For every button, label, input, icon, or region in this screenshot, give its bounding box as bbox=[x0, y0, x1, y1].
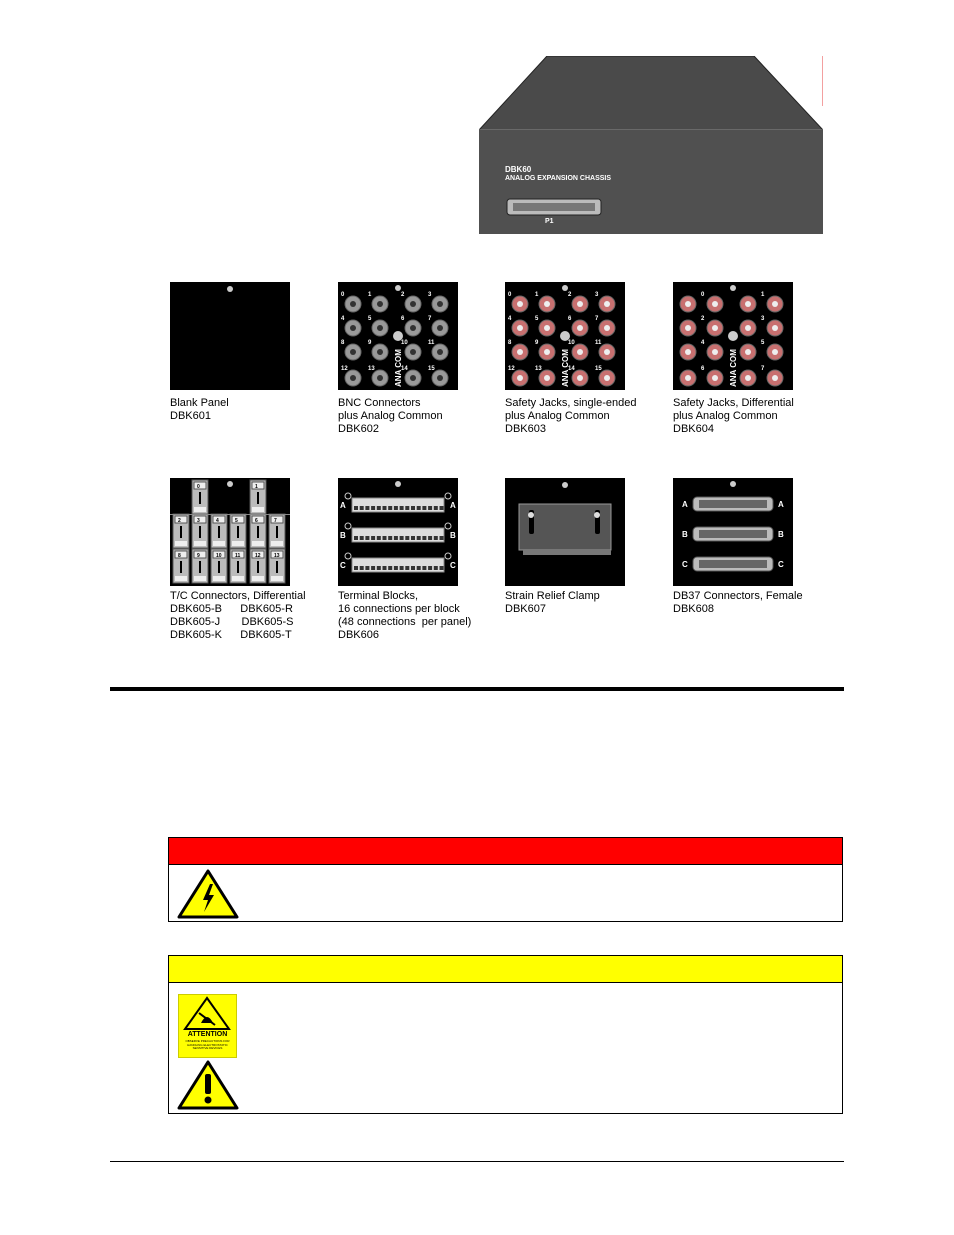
channel-label: 6 bbox=[401, 316, 405, 322]
db37-panel-image bbox=[673, 478, 793, 586]
connector-center bbox=[437, 325, 443, 331]
chassis-name: DBK60 bbox=[505, 165, 532, 174]
panel-caption-dbk604: Safety Jacks, Differential plus Analog Common DBK604 bbox=[673, 397, 794, 435]
channel-label: 6 bbox=[701, 366, 705, 372]
analog-common-label: ANA COM bbox=[394, 349, 403, 387]
connector-row-label-right: B bbox=[778, 530, 784, 539]
strain-relief-panel-image bbox=[505, 478, 625, 586]
channel-label: 11 bbox=[235, 553, 241, 559]
connector-center bbox=[712, 325, 718, 331]
block-row-label-right: A bbox=[450, 501, 456, 510]
channel-label: 1 bbox=[761, 292, 765, 298]
esd-attention-title: ATTENTION bbox=[187, 1031, 228, 1038]
channel-label: 2 bbox=[401, 292, 405, 298]
danger-header-bar bbox=[169, 838, 842, 865]
connector-center bbox=[772, 349, 778, 355]
channel-label: 10 bbox=[568, 340, 575, 346]
high-voltage-warning-icon bbox=[177, 869, 239, 924]
block-row-label-left: B bbox=[340, 531, 346, 540]
channel-label: 14 bbox=[568, 366, 575, 372]
channel-label: 1 bbox=[368, 292, 372, 298]
connector-center bbox=[745, 301, 751, 307]
channel-label: 4 bbox=[341, 316, 345, 322]
connector-center bbox=[685, 349, 691, 355]
connector-center bbox=[350, 349, 356, 355]
esd-attention-label-icon bbox=[178, 994, 237, 1058]
connector-center bbox=[517, 349, 523, 355]
connector-center bbox=[377, 325, 383, 331]
connector-center bbox=[437, 375, 443, 381]
analog-common-terminal bbox=[393, 331, 403, 341]
connector-row-label-left: A bbox=[682, 500, 688, 509]
connector-center bbox=[410, 301, 416, 307]
caution-header-bar bbox=[169, 956, 842, 983]
channel-label: 5 bbox=[368, 316, 372, 322]
connector-center bbox=[410, 375, 416, 381]
channel-label: 5 bbox=[535, 316, 539, 322]
connector-center bbox=[604, 349, 610, 355]
channel-label: 4 bbox=[508, 316, 512, 322]
channel-label: 3 bbox=[428, 292, 432, 298]
channel-label: 3 bbox=[595, 292, 599, 298]
connector-center bbox=[577, 375, 583, 381]
analog-common-label: ANA COM bbox=[561, 349, 570, 387]
bnc-panel-image bbox=[338, 282, 458, 390]
analog-common-terminal bbox=[728, 331, 738, 341]
channel-label: 5 bbox=[761, 340, 765, 346]
connector-center bbox=[772, 301, 778, 307]
channel-label: 11 bbox=[595, 340, 602, 346]
block-row-label-left: A bbox=[340, 501, 346, 510]
channel-label: 12 bbox=[255, 553, 261, 559]
channel-label: 2 bbox=[178, 518, 181, 524]
danger-notice-box bbox=[168, 837, 843, 922]
blank-panel-image bbox=[170, 282, 290, 390]
connector-center bbox=[745, 375, 751, 381]
channel-label: 12 bbox=[341, 366, 348, 372]
channel-label: 7 bbox=[428, 316, 432, 322]
channel-label: 10 bbox=[401, 340, 408, 346]
connector-center bbox=[685, 301, 691, 307]
channel-label: 13 bbox=[368, 366, 375, 372]
connector-center bbox=[544, 325, 550, 331]
channel-label: 1 bbox=[535, 292, 539, 298]
channel-label: 7 bbox=[595, 316, 599, 322]
block-row-label-right: C bbox=[450, 561, 456, 570]
channel-label: 9 bbox=[197, 553, 200, 559]
channel-label: 9 bbox=[368, 340, 372, 346]
caution-notice-box bbox=[168, 955, 843, 1114]
channel-label: 13 bbox=[274, 553, 280, 559]
connector-center bbox=[410, 349, 416, 355]
connector-center bbox=[577, 349, 583, 355]
channel-label: 9 bbox=[535, 340, 539, 346]
connector-center bbox=[772, 325, 778, 331]
connector-center bbox=[410, 325, 416, 331]
connector-center bbox=[772, 375, 778, 381]
analog-common-label: ANA COM bbox=[729, 349, 738, 387]
block-row-label-right: B bbox=[450, 531, 456, 540]
analog-common-terminal bbox=[560, 331, 570, 341]
panel-caption-dbk603: Safety Jacks, single-ended plus Analog Common DBK603 bbox=[505, 397, 637, 435]
channel-label: 2 bbox=[568, 292, 572, 298]
channel-label: 11 bbox=[428, 340, 435, 346]
connector-center bbox=[712, 349, 718, 355]
channel-label: 7 bbox=[761, 366, 765, 372]
connector-center bbox=[712, 301, 718, 307]
connector-center bbox=[745, 325, 751, 331]
safety-jack-se-panel-image bbox=[505, 282, 625, 390]
panel-caption-dbk607: Strain Relief Clamp DBK607 bbox=[505, 590, 600, 615]
connector-center bbox=[437, 349, 443, 355]
channel-label: 4 bbox=[216, 518, 219, 524]
channel-label: 15 bbox=[428, 366, 435, 372]
panel-caption-dbk605: T/C Connectors, Differential DBK605-B DBK605-R DBK605-J DBK605-S DBK605-K DBK605-T bbox=[170, 590, 306, 641]
channel-label: 1 bbox=[255, 484, 258, 490]
connector-center bbox=[604, 375, 610, 381]
section-divider bbox=[110, 687, 844, 691]
connector-row-label-left: C bbox=[682, 560, 688, 569]
terminal-block-panel-image bbox=[338, 478, 458, 586]
connector-center bbox=[517, 325, 523, 331]
connector-center bbox=[350, 325, 356, 331]
channel-label: 15 bbox=[595, 366, 602, 372]
channel-label: 3 bbox=[761, 316, 765, 322]
panel-caption-dbk602: BNC Connectors plus Analog Common DBK602 bbox=[338, 397, 443, 435]
channel-label: 0 bbox=[701, 292, 705, 298]
channel-label: 8 bbox=[341, 340, 345, 346]
channel-label: 10 bbox=[216, 553, 222, 559]
panel-caption-dbk601: Blank Panel DBK601 bbox=[170, 397, 229, 422]
connector-center bbox=[604, 301, 610, 307]
channel-label: 5 bbox=[235, 518, 238, 524]
block-row-label-left: C bbox=[340, 561, 346, 570]
tc-connector-panel-image bbox=[170, 478, 290, 586]
footer-divider bbox=[110, 1161, 844, 1162]
connector-row-label-right: A bbox=[778, 500, 784, 509]
connector-center bbox=[377, 375, 383, 381]
connector-center bbox=[745, 349, 751, 355]
connector-center bbox=[604, 325, 610, 331]
connector-center bbox=[685, 375, 691, 381]
connector-center bbox=[712, 375, 718, 381]
chassis-port-label: P1 bbox=[545, 218, 554, 225]
channel-label: 12 bbox=[508, 366, 515, 372]
chassis-subtitle: ANALOG EXPANSION CHASSIS bbox=[505, 175, 612, 182]
channel-label: 0 bbox=[508, 292, 512, 298]
connector-center bbox=[544, 301, 550, 307]
connector-center bbox=[437, 301, 443, 307]
channel-label: 4 bbox=[701, 340, 705, 346]
channel-label: 8 bbox=[508, 340, 512, 346]
dbk60-chassis-image bbox=[479, 56, 823, 234]
connector-center bbox=[517, 301, 523, 307]
channel-label: 14 bbox=[401, 366, 408, 372]
channel-label: 0 bbox=[341, 292, 345, 298]
channel-label: 8 bbox=[178, 553, 181, 559]
connector-center bbox=[377, 349, 383, 355]
connector-center bbox=[577, 325, 583, 331]
esd-attention-text: OBSERVE PRECAUTIONS FOR HANDLING ELECTROSTATIC SENSITIVE DEVICES bbox=[185, 1039, 230, 1050]
channel-label: 3 bbox=[197, 518, 200, 524]
channel-label: 2 bbox=[701, 316, 705, 322]
connector-center bbox=[517, 375, 523, 381]
channel-label: 0 bbox=[197, 484, 200, 490]
connector-center bbox=[544, 349, 550, 355]
connector-row-label-right: C bbox=[778, 560, 784, 569]
panel-caption-dbk606: Terminal Blocks, 16 connections per block (48 connections per panel) DBK606 bbox=[338, 590, 472, 641]
connector-center bbox=[685, 325, 691, 331]
channel-label: 6 bbox=[255, 518, 258, 524]
safety-jack-diff-panel-image bbox=[673, 282, 793, 390]
panel-caption-dbk608: DB37 Connectors, Female DBK608 bbox=[673, 590, 803, 615]
connector-center bbox=[350, 375, 356, 381]
connector-center bbox=[377, 301, 383, 307]
caution-exclamation-icon bbox=[177, 1060, 239, 1115]
channel-label: 6 bbox=[568, 316, 572, 322]
channel-label: 13 bbox=[535, 366, 542, 372]
connector-center bbox=[577, 301, 583, 307]
channel-label: 7 bbox=[274, 518, 277, 524]
connector-center bbox=[544, 375, 550, 381]
connector-center bbox=[350, 301, 356, 307]
connector-row-label-left: B bbox=[682, 530, 688, 539]
